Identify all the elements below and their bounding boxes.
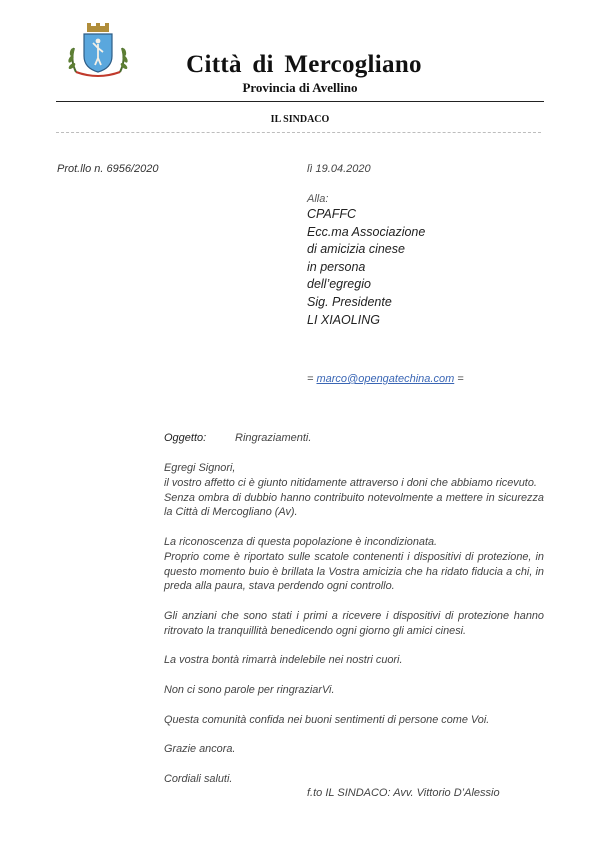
recipient-label: Alla: bbox=[307, 193, 329, 205]
letter-body bbox=[164, 461, 544, 787]
recipient-line: di amicizia cinese bbox=[307, 242, 405, 257]
body-paragraph: Egregi Signori, il vostro affetto ci è giunto nitidamente attraverso i doni che abbiamo ricevuto. Senza ombra di dubbio hanno contribuito notevolmente a mettere in sicurezza la Città di Mercogliano (Av). bbox=[164, 462, 544, 519]
city-title: Città di Mercogliano bbox=[186, 51, 422, 78]
office-heading: IL SINDACO bbox=[270, 114, 330, 125]
body-paragraph: Questa comunità confida nei buoni sentimenti di persone come Voi. bbox=[164, 713, 490, 726]
body-paragraph: Grazie ancora. bbox=[164, 743, 236, 756]
recipient-line: CPAFFC bbox=[307, 207, 357, 221]
recipient-line: Ecc.ma Associazione bbox=[307, 224, 426, 239]
recipient-line: Sig. Presidente bbox=[307, 294, 392, 309]
body-paragraph: La vostra bontà rimarrà indelebile nei nostri cuori. bbox=[164, 654, 403, 667]
subject-value: Ringraziamenti. bbox=[235, 432, 312, 444]
email-suffix: = bbox=[454, 373, 464, 385]
body-paragraph: Cordiali saluti. bbox=[164, 772, 233, 785]
signature-line: f.to IL SINDACO: Avv. Vittorio D’Alessio bbox=[307, 787, 500, 799]
dashed-divider bbox=[56, 132, 541, 133]
recipient-line: dell’egregio bbox=[307, 277, 371, 292]
body-paragraph: Gli anziani che sono stati i primi a ricevere i dispositivi di protezione hanno ritrovato la tranquillità benedicendo ogni giorno gli amici cinesi. bbox=[164, 609, 544, 637]
recipient-email-line bbox=[307, 373, 464, 385]
email-prefix: = bbox=[307, 373, 317, 385]
recipient-email-link[interactable]: marco@opengatechina.com bbox=[316, 373, 455, 385]
province-subtitle: Provincia di Avellino bbox=[242, 80, 358, 95]
subject-label: Oggetto: bbox=[164, 432, 207, 444]
recipient-line: in persona bbox=[307, 259, 366, 274]
recipient-block bbox=[307, 206, 425, 329]
header-divider bbox=[56, 101, 544, 102]
body-paragraph: La riconoscenza di questa popolazione è incondizionata. Proprio come è riportato sulle scatole contenenti i dispositivi di protezione, in questo momento buio è brillata la Vostra amicizia che ha ridato fiducia a chi, in preda alla paura, stava perdendo ogni controllo. bbox=[164, 535, 544, 593]
protocol-number: Prot.llo n. 6956/2020 bbox=[57, 163, 159, 175]
recipient-line: LI XIAOLING bbox=[307, 312, 380, 327]
letter-date: lì 19.04.2020 bbox=[307, 163, 371, 175]
body-paragraph: Non ci sono parole per ringraziarVi. bbox=[164, 683, 335, 696]
